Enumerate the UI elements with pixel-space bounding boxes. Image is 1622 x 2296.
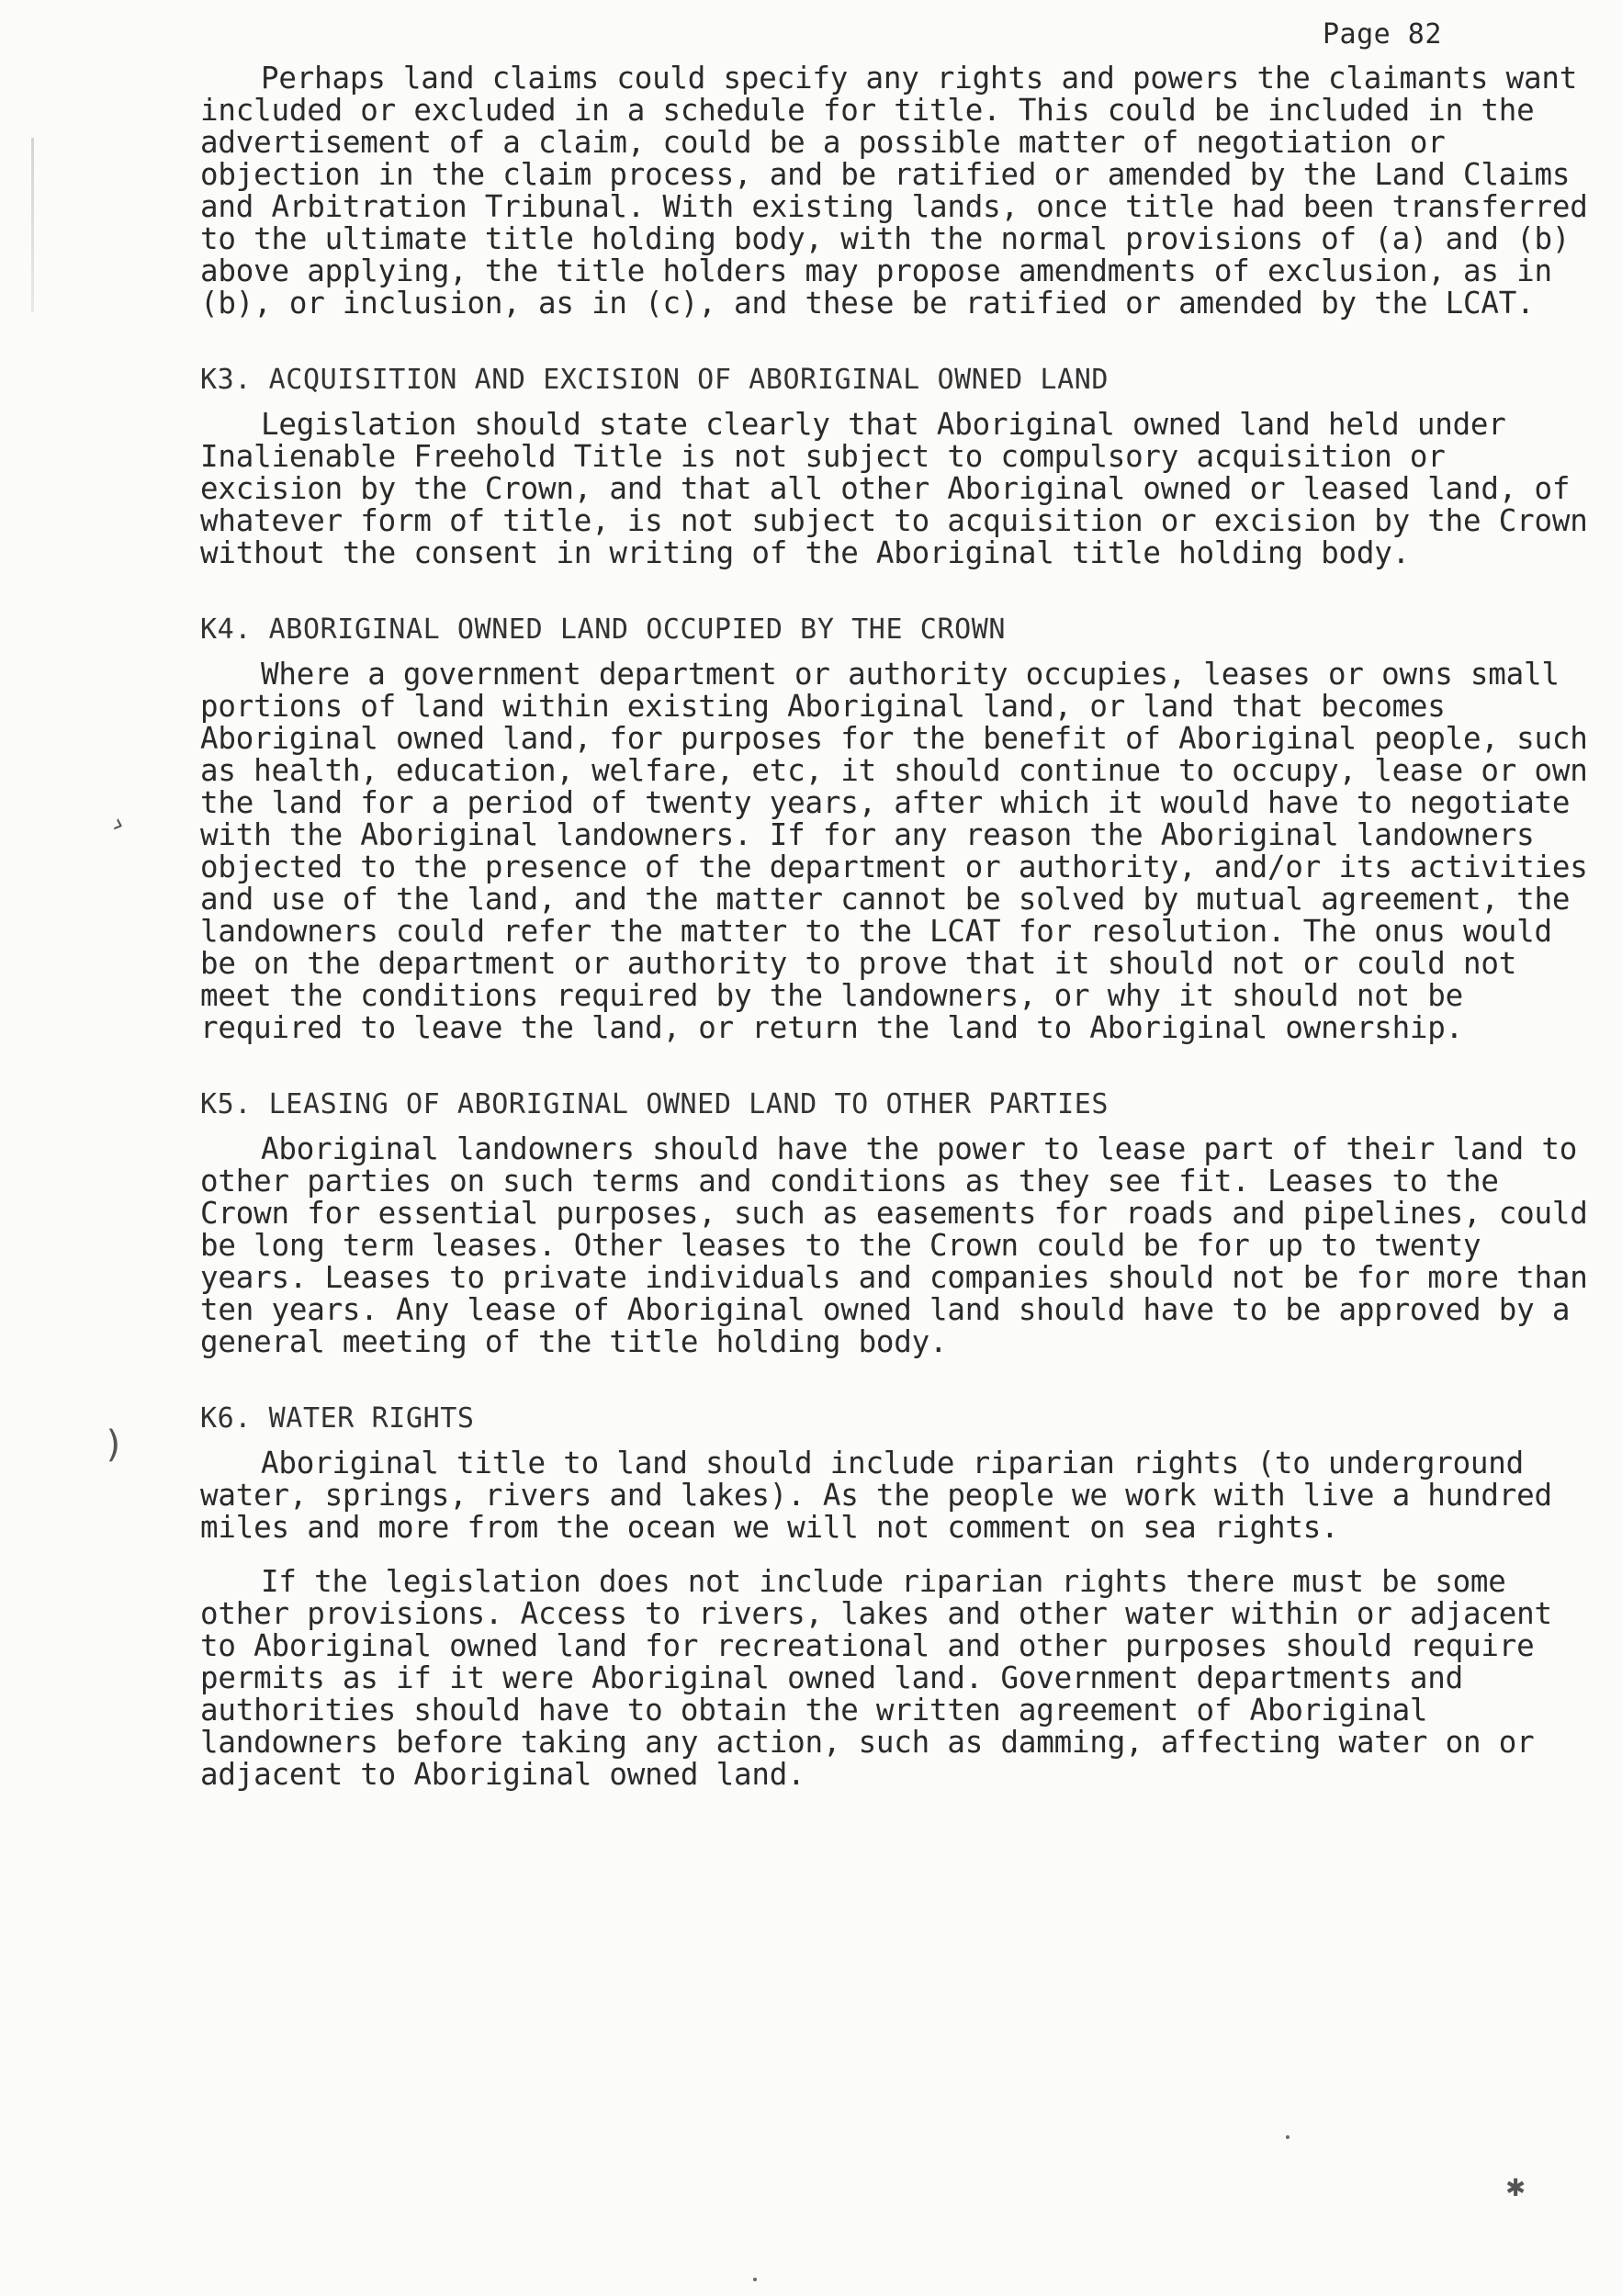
ink-blot-icon: ✱: [1506, 2167, 1526, 2204]
ink-speck: [1286, 2135, 1290, 2139]
page-edge-shadow: [31, 138, 34, 312]
margin-bracket-icon: ): [103, 1424, 126, 1466]
margin-mark-icon: ›: [105, 805, 132, 843]
intro-paragraph: Perhaps land claims could specify any rights and powers the claimants want included or excluded in a schedule for title. This could be included in the advertisement of a claim, could be a possible matter of negotiation or objection in the claim process, and be ratified or amended by the Land Claims and Arbitration Tribunal. With existing lands, once title had been transferred to the ultimate title holding body, with the normal provisions of (a) and (b) above applying, the title holders may propose amendments of exclusion, as in (b), or inclusion, as in (c), and these be ratified or amended by the LCAT.: [200, 61, 1605, 321]
k4-paragraph: Where a government department or authority occupies, leases or owns small portions of land within existing Aboriginal land, or land that becomes Aboriginal owned land, for purposes for the benefit of Aboriginal people, such as health, education, welfare, etc, it should continue to occupy, lease or own the land for a period of twenty years, after which it would have to negotiate with the Aboriginal landowners. If for any reason the Aboriginal landowners objected to the presence of the department or authority, and/or its activities and use of the land, and the matter cannot be solved by mutual agreement, the landowners could refer the matter to the LCAT for resolution. The onus would be on the department or authority to prove that it should not or could not meet the conditions required by the landowners, or why it should not be required to leave the land, or return the land to Aboriginal ownership.: [200, 657, 1605, 1045]
k3-paragraph: Legislation should state clearly that Aboriginal owned land held under Inalienable Freehold Title is not subject to compulsory acquisition or excision by the Crown, and that all other Aboriginal owned or leased land, of whatever form of title, is not subject to acquisition or excision by the Crown without the consent in writing of the Aboriginal title holding body.: [200, 407, 1605, 570]
ink-speck: [753, 2278, 757, 2281]
document-body: [200, 61, 1605, 1792]
section-heading-k3: K3. ACQUISITION AND EXCISION OF ABORIGINAL OWNED LAND: [200, 364, 1109, 396]
section-heading-k5: K5. LEASING OF ABORIGINAL OWNED LAND TO OTHER PARTIES: [200, 1088, 1109, 1120]
k6-paragraph-1: Aboriginal title to land should include riparian rights (to underground water, springs, rivers and lakes). As the people we work with live a hundred miles and more from the ocean we will not comment on sea rights.: [200, 1446, 1571, 1545]
k6-paragraph-2: If the legislation does not include riparian rights there must be some other provisions. Access to rivers, lakes and other water within or adjacent to Aboriginal owned land for recreational and other purposes should require permits as if it were Aboriginal owned land. Government departments and authorities should have to obtain the written agreement of Aboriginal landowners before taking any action, such as damming, affecting water on or adjacent to Aboriginal owned land.: [200, 1564, 1571, 1792]
page-number: Page 82: [1323, 18, 1442, 51]
k5-paragraph: Aboriginal landowners should have the power to lease part of their land to other parties on such terms and conditions as they see fit. Leases to the Crown for essential purposes, such as easements for roads and pipelines, could be long term leases. Other leases to the Crown could be for up to twenty years. Leases to private individuals and companies should not be for more than ten years. Any lease of Aboriginal owned land should have to be approved by a general meeting of the title holding body.: [200, 1131, 1605, 1359]
section-heading-k6: K6. WATER RIGHTS: [200, 1402, 475, 1435]
paragraph-gap: [200, 1544, 1596, 1566]
section-heading-k4: K4. ABORIGINAL OWNED LAND OCCUPIED BY THE CROWN: [200, 613, 1007, 646]
